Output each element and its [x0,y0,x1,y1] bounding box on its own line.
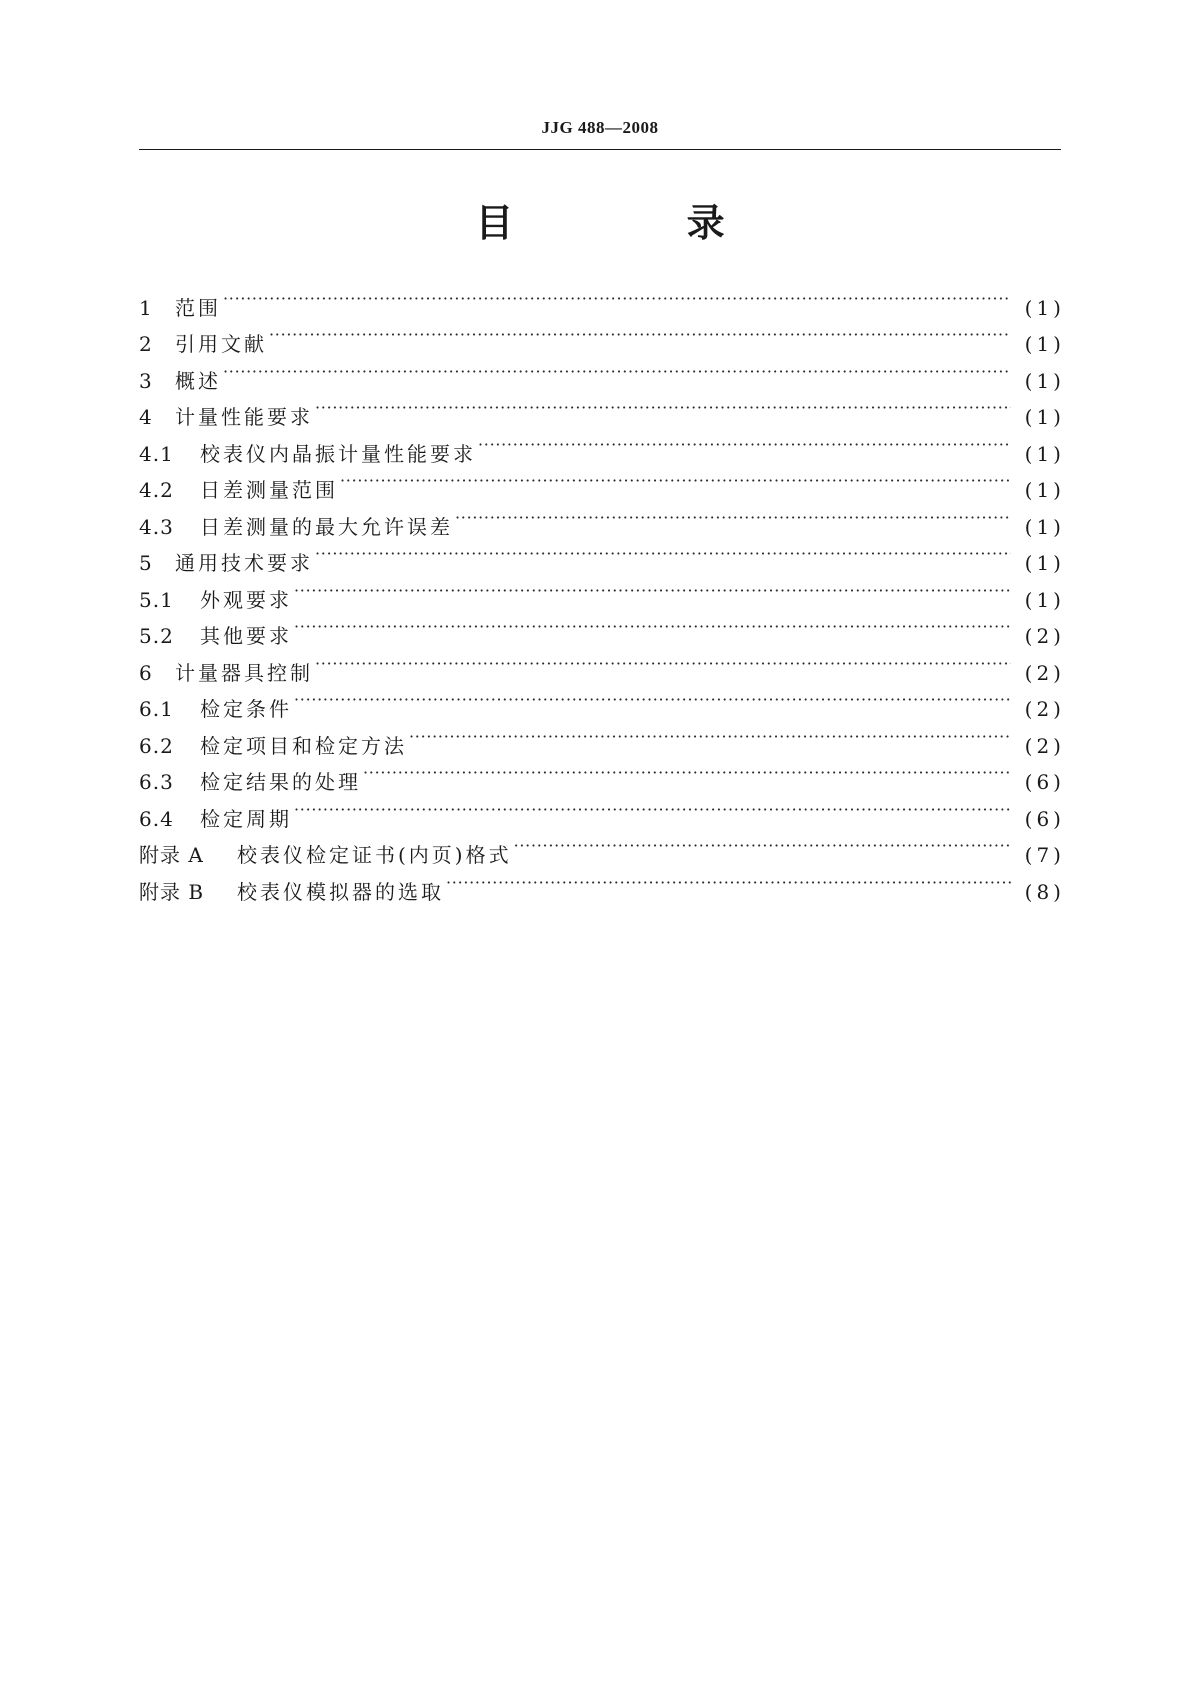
toc-entry-page: (1) [1024,478,1065,502]
toc-entry-number: 附录 B [139,879,205,904]
toc-dot-leader [363,753,1011,790]
toc-entry-page: (1) [1024,587,1065,612]
toc-title: 目 录 [475,201,805,245]
toc-entry-label: 校表仪模拟器的选取 [237,879,444,904]
toc-dot-leader [294,607,1011,644]
toc-dot-leader [223,278,1011,315]
toc-entry-number: 2 [139,332,153,356]
toc-entry-page: (7) [1024,843,1065,867]
toc-entry-label: 检定项目和检定方法 [200,733,407,758]
toc-dot-leader [315,388,1011,425]
toc-dot-leader [455,497,1011,534]
toc-dot-leader [478,424,1011,461]
toc-entry-label: 外观要求 [200,587,292,612]
toc-entry-page: (2) [1024,733,1065,758]
toc-entry-page: (1) [1024,441,1065,466]
toc-entry-page: (1) [1024,405,1065,429]
toc-entry-label: 范围 [175,295,221,320]
toc-entry-number: 6.1 [139,697,174,721]
toc-entry[interactable] [139,315,1065,356]
toc-entry-label: 通用技术要求 [175,551,313,575]
toc-dot-leader [514,826,1011,863]
toc-entry-label: 计量器具控制 [175,660,313,685]
toc-entry-label: 概述 [175,368,221,393]
toc-entry-label: 引用文献 [175,332,267,356]
toc-entry-label: 其他要求 [200,624,292,648]
toc-entry-page: (8) [1024,879,1065,904]
toc-dot-leader [294,680,1011,717]
toc-entry-number: 4.1 [139,441,174,466]
toc-entry-page: (1) [1024,368,1065,393]
toc-entry-number: 4 [139,405,153,429]
toc-entry-number: 6.3 [139,770,174,794]
toc-entry[interactable] [139,388,1065,429]
table-of-contents [139,278,1065,904]
toc-entry-number: 1 [139,295,153,320]
toc-entry[interactable] [139,351,1065,393]
toc-entry-number: 3 [139,368,153,393]
toc-entry-label: 检定周期 [200,806,292,831]
toc-entry-number: 4.2 [139,478,174,502]
toc-dot-leader [315,534,1011,571]
toc-entry-label: 计量性能要求 [175,405,313,429]
toc-entry-number: 附录 A [139,843,204,867]
toc-dot-leader [409,716,1011,753]
toc-entry-label: 日差测量的最大允许误差 [200,514,453,539]
toc-entry-number: 4.3 [139,514,174,539]
toc-entry-label: 日差测量范围 [200,478,338,502]
toc-entry-number: 5 [139,551,153,575]
standard-code-header: JJG 488—2008 [541,118,659,137]
toc-entry-page: (1) [1024,332,1065,356]
toc-entry-page: (1) [1024,514,1065,539]
toc-entry-label: 校表仪内晶振计量性能要求 [200,441,476,466]
toc-entry-page: (1) [1024,295,1065,320]
toc-entry-page: (1) [1024,551,1065,575]
toc-dot-leader [223,351,1011,388]
toc-entry-label: 检定结果的处理 [200,770,361,794]
header-divider [139,149,1061,150]
toc-dot-leader [294,570,1011,607]
toc-entry-page: (2) [1024,660,1065,685]
toc-entry-page: (6) [1024,806,1065,831]
toc-entry-number: 5.1 [139,587,174,612]
toc-dot-leader [315,643,1011,680]
toc-entry-number: 5.2 [139,624,174,648]
toc-dot-leader [340,461,1011,498]
toc-entry-page: (2) [1024,624,1065,648]
toc-entry-page: (6) [1024,770,1065,794]
toc-entry-number: 6.4 [139,806,174,831]
toc-entry-label: 校表仪检定证书(内页)格式 [237,843,512,867]
toc-entry-number: 6 [139,660,153,685]
toc-entry-label: 检定条件 [200,697,292,721]
toc-dot-leader [446,862,1011,899]
toc-dot-leader [294,789,1011,826]
toc-dot-leader [269,315,1011,352]
toc-entry-number: 6.2 [139,733,174,758]
toc-entry-page: (2) [1024,697,1065,721]
toc-entry[interactable] [139,278,1065,320]
